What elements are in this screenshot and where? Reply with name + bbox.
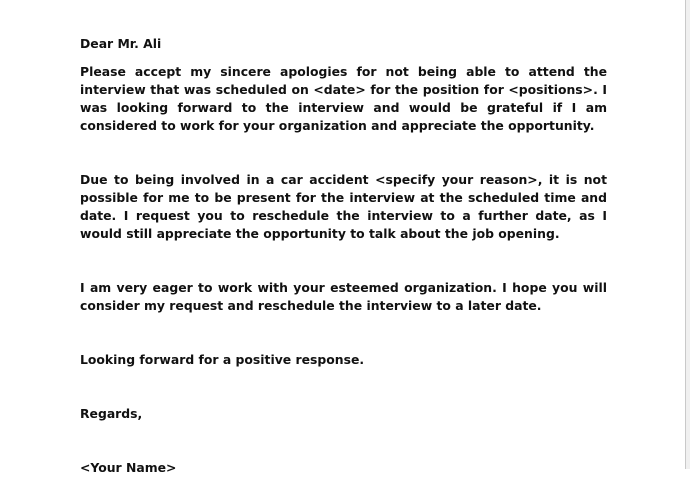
- paragraph-request: I am very eager to work with your esteemed organization. I hope you will consider my request and reschedule the interview to a later date.: [80, 280, 607, 313]
- signature-placeholder: <Your Name>: [80, 460, 177, 475]
- salutation: Dear Mr. Ali: [80, 36, 162, 51]
- paragraph-apology: Please accept my sincere apologies for not being able to attend the interview that was scheduled on <date> for the position for <positions>. I was looking forward to the interview and would be grateful if I am considered to work for your organization and appreciate the opportunity.: [80, 64, 607, 133]
- closing-line: Looking forward for a positive response.: [80, 352, 365, 367]
- regards: Regards,: [80, 406, 143, 421]
- paragraph-reason: Due to being involved in a car accident <specify your reason>, it is not possible for me to be present for the interview at the scheduled time and date. I request you to reschedule the interview to a further date, as I would still appreciate the opportunity to talk about the job opening.: [80, 172, 607, 241]
- page-edge: [686, 0, 690, 469]
- letter-body: [80, 35, 607, 477]
